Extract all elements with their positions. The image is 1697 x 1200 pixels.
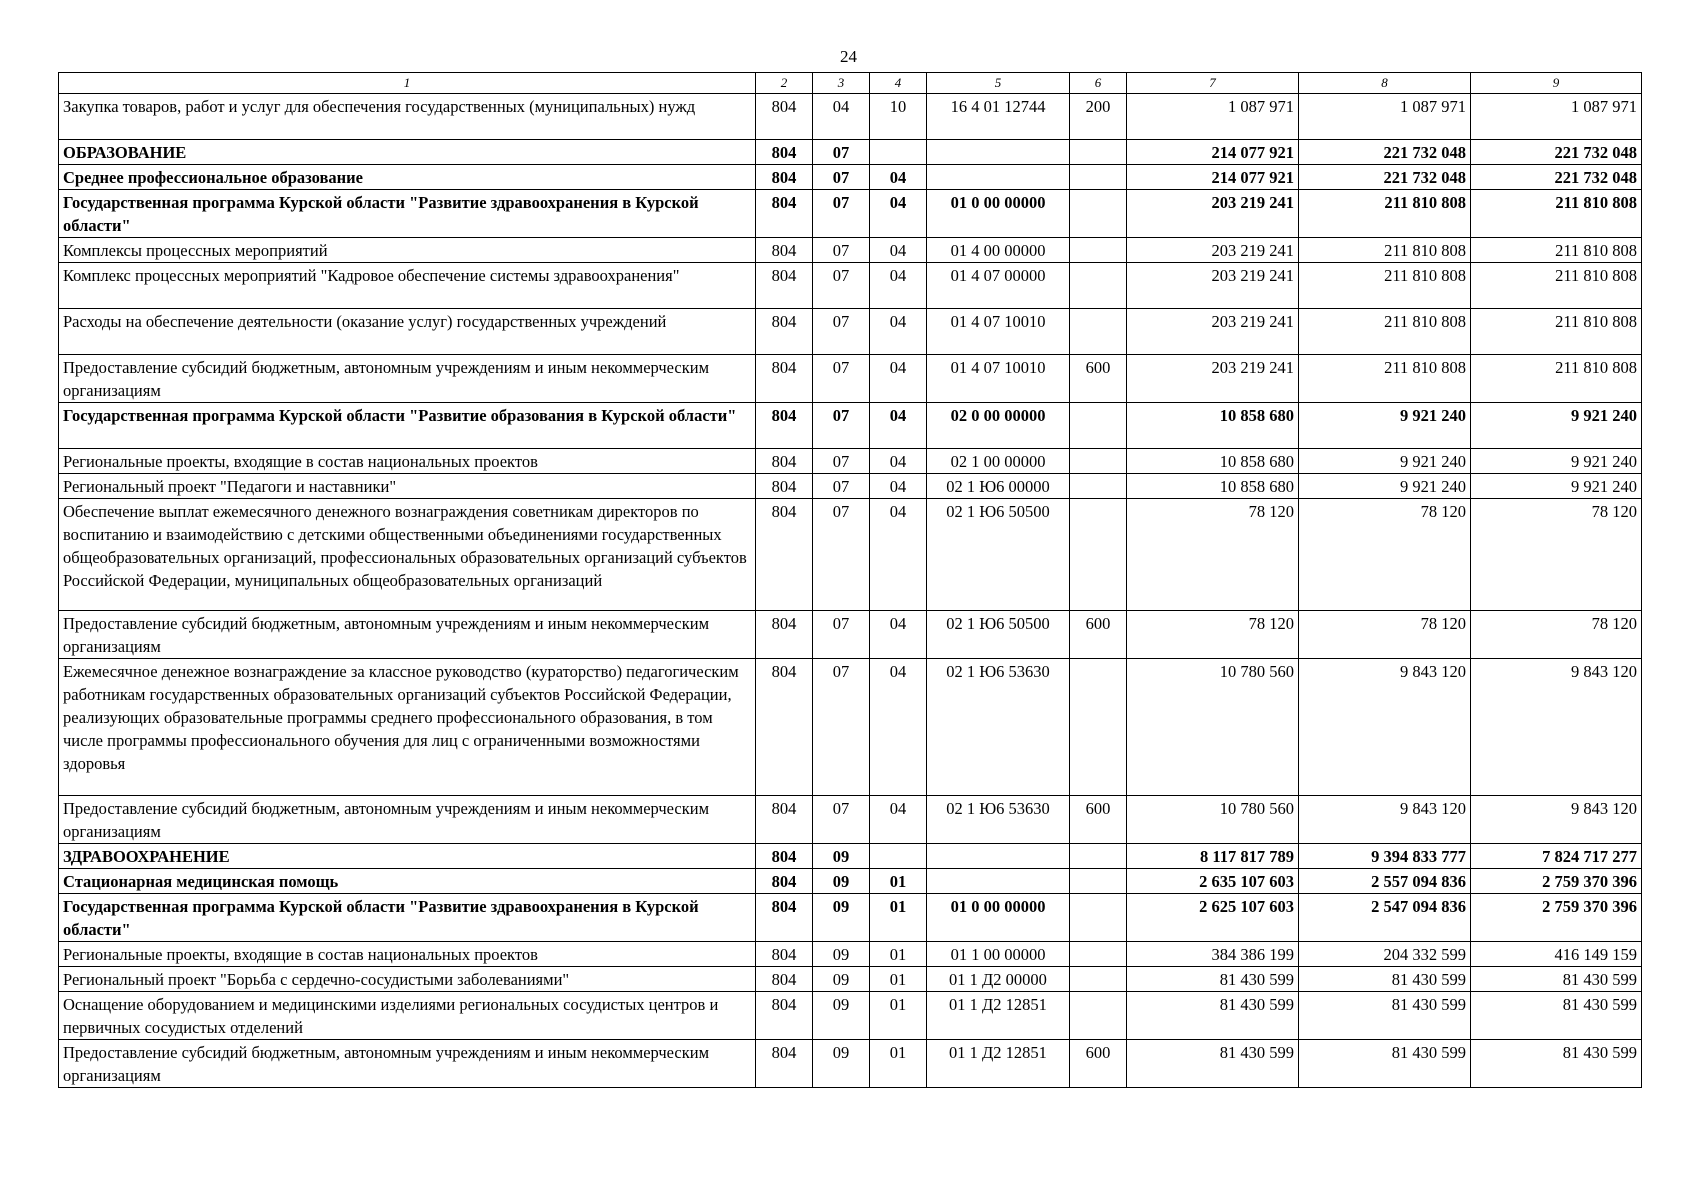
target-article-code: 01 4 07 10010 — [927, 355, 1070, 403]
subsection-code: 04 — [870, 499, 927, 611]
expense-type-code — [1070, 474, 1127, 499]
subsection-code: 04 — [870, 796, 927, 844]
column-header: 3 — [813, 73, 870, 94]
ministry-code: 804 — [756, 499, 813, 611]
section-code: 07 — [813, 659, 870, 796]
amount-col-8: 211 810 808 — [1299, 355, 1471, 403]
table-row — [59, 659, 1642, 796]
ministry-code: 804 — [756, 1040, 813, 1088]
amount-col-7: 81 430 599 — [1127, 1040, 1299, 1088]
ministry-code: 804 — [756, 355, 813, 403]
subsection-code: 01 — [870, 869, 927, 894]
expense-type-code — [1070, 942, 1127, 967]
expense-type-code — [1070, 844, 1127, 869]
ministry-code: 804 — [756, 992, 813, 1040]
amount-col-8: 9 921 240 — [1299, 474, 1471, 499]
subsection-code: 04 — [870, 449, 927, 474]
ministry-code: 804 — [756, 796, 813, 844]
table-row — [59, 942, 1642, 967]
amount-col-8: 9 843 120 — [1299, 796, 1471, 844]
amount-col-9: 1 087 971 — [1471, 94, 1642, 140]
amount-col-8: 211 810 808 — [1299, 190, 1471, 238]
expense-type-code — [1070, 238, 1127, 263]
amount-col-8: 9 921 240 — [1299, 449, 1471, 474]
table-row — [59, 309, 1642, 355]
amount-col-9: 9 921 240 — [1471, 449, 1642, 474]
subsection-code: 01 — [870, 967, 927, 992]
subsection-code: 01 — [870, 1040, 927, 1088]
amount-col-7: 384 386 199 — [1127, 942, 1299, 967]
amount-col-8: 2 557 094 836 — [1299, 869, 1471, 894]
item-name: Региональные проекты, входящие в состав национальных проектов — [59, 449, 756, 474]
item-name: ОБРАЗОВАНИЕ — [59, 140, 756, 165]
expense-type-code — [1070, 659, 1127, 796]
section-code: 07 — [813, 355, 870, 403]
amount-col-9: 78 120 — [1471, 611, 1642, 659]
target-article-code: 01 1 00 00000 — [927, 942, 1070, 967]
expense-type-code — [1070, 869, 1127, 894]
expense-type-code — [1070, 403, 1127, 449]
amount-col-8: 221 732 048 — [1299, 165, 1471, 190]
item-name: Ежемесячное денежное вознаграждение за классное руководство (кураторство) педагогическим работникам государственных образовательных организаций субъектов Российской Федерации, реализующих образовательные программы среднего профессионального образования, в том числе программы профессионального обучения для лиц с ограниченными возможностями здоровья — [59, 659, 756, 796]
amount-col-7: 10 858 680 — [1127, 474, 1299, 499]
amount-col-7: 78 120 — [1127, 611, 1299, 659]
section-code: 09 — [813, 1040, 870, 1088]
expense-type-code: 200 — [1070, 94, 1127, 140]
amount-col-9: 9 843 120 — [1471, 659, 1642, 796]
subsection-code: 04 — [870, 309, 927, 355]
subsection-code: 04 — [870, 263, 927, 309]
amount-col-8: 81 430 599 — [1299, 992, 1471, 1040]
section-code: 07 — [813, 796, 870, 844]
subsection-code — [870, 844, 927, 869]
section-code: 09 — [813, 992, 870, 1040]
amount-col-7: 10 780 560 — [1127, 796, 1299, 844]
amount-col-8: 211 810 808 — [1299, 309, 1471, 355]
table-row — [59, 1040, 1642, 1088]
item-name: Закупка товаров, работ и услуг для обеспечения государственных (муниципальных) нужд — [59, 94, 756, 140]
column-header: 6 — [1070, 73, 1127, 94]
subsection-code: 04 — [870, 659, 927, 796]
column-header: 1 — [59, 73, 756, 94]
table-row — [59, 992, 1642, 1040]
expense-type-code — [1070, 140, 1127, 165]
section-code: 07 — [813, 499, 870, 611]
amount-col-8: 9 394 833 777 — [1299, 844, 1471, 869]
target-article-code: 01 1 Д2 12851 — [927, 1040, 1070, 1088]
target-article-code: 02 1 00 00000 — [927, 449, 1070, 474]
expense-type-code — [1070, 165, 1127, 190]
amount-col-9: 221 732 048 — [1471, 165, 1642, 190]
ministry-code: 804 — [756, 967, 813, 992]
item-name: Государственная программа Курской области "Развитие здравоохранения в Курской области" — [59, 190, 756, 238]
amount-col-9: 7 824 717 277 — [1471, 844, 1642, 869]
section-code: 04 — [813, 94, 870, 140]
section-code: 07 — [813, 190, 870, 238]
target-article-code: 01 4 00 00000 — [927, 238, 1070, 263]
amount-col-9: 9 843 120 — [1471, 796, 1642, 844]
ministry-code: 804 — [756, 94, 813, 140]
table-body — [59, 94, 1642, 1088]
amount-col-9: 81 430 599 — [1471, 992, 1642, 1040]
subsection-code: 04 — [870, 238, 927, 263]
item-name: Региональные проекты, входящие в состав национальных проектов — [59, 942, 756, 967]
subsection-code — [870, 140, 927, 165]
table-row — [59, 844, 1642, 869]
amount-col-7: 214 077 921 — [1127, 140, 1299, 165]
amount-col-8: 9 921 240 — [1299, 403, 1471, 449]
amount-col-8: 204 332 599 — [1299, 942, 1471, 967]
expense-type-code — [1070, 967, 1127, 992]
table-row — [59, 140, 1642, 165]
section-code: 07 — [813, 403, 870, 449]
amount-col-9: 211 810 808 — [1471, 263, 1642, 309]
section-code: 07 — [813, 238, 870, 263]
expense-type-code — [1070, 449, 1127, 474]
section-code: 07 — [813, 140, 870, 165]
ministry-code: 804 — [756, 894, 813, 942]
amount-col-7: 203 219 241 — [1127, 238, 1299, 263]
item-name: Предоставление субсидий бюджетным, автономным учреждениям и иным некоммерческим организациям — [59, 1040, 756, 1088]
amount-col-7: 78 120 — [1127, 499, 1299, 611]
amount-col-8: 211 810 808 — [1299, 263, 1471, 309]
table-row — [59, 355, 1642, 403]
table-row — [59, 238, 1642, 263]
target-article-code — [927, 165, 1070, 190]
ministry-code: 804 — [756, 140, 813, 165]
section-code: 09 — [813, 844, 870, 869]
ministry-code: 804 — [756, 474, 813, 499]
table-row — [59, 869, 1642, 894]
target-article-code: 01 0 00 00000 — [927, 190, 1070, 238]
amount-col-8: 1 087 971 — [1299, 94, 1471, 140]
target-article-code: 01 1 Д2 00000 — [927, 967, 1070, 992]
target-article-code — [927, 869, 1070, 894]
table-row — [59, 796, 1642, 844]
ministry-code: 804 — [756, 659, 813, 796]
item-name: Предоставление субсидий бюджетным, автономным учреждениям и иным некоммерческим организациям — [59, 611, 756, 659]
amount-col-7: 1 087 971 — [1127, 94, 1299, 140]
column-header: 5 — [927, 73, 1070, 94]
amount-col-9: 78 120 — [1471, 499, 1642, 611]
table-row — [59, 474, 1642, 499]
amount-col-9: 9 921 240 — [1471, 403, 1642, 449]
target-article-code: 01 4 07 10010 — [927, 309, 1070, 355]
subsection-code: 10 — [870, 94, 927, 140]
item-name: Комплекс процессных мероприятий "Кадровое обеспечение системы здравоохранения" — [59, 263, 756, 309]
amount-col-7: 2 625 107 603 — [1127, 894, 1299, 942]
expense-type-code — [1070, 894, 1127, 942]
ministry-code: 804 — [756, 263, 813, 309]
amount-col-8: 78 120 — [1299, 611, 1471, 659]
amount-col-7: 203 219 241 — [1127, 190, 1299, 238]
amount-col-9: 221 732 048 — [1471, 140, 1642, 165]
column-header: 7 — [1127, 73, 1299, 94]
amount-col-9: 211 810 808 — [1471, 190, 1642, 238]
item-name: ЗДРАВООХРАНЕНИЕ — [59, 844, 756, 869]
item-name: Комплексы процессных мероприятий — [59, 238, 756, 263]
amount-col-9: 211 810 808 — [1471, 309, 1642, 355]
item-name: Расходы на обеспечение деятельности (оказание услуг) государственных учреждений — [59, 309, 756, 355]
subsection-code: 04 — [870, 403, 927, 449]
amount-col-7: 10 858 680 — [1127, 449, 1299, 474]
amount-col-9: 416 149 159 — [1471, 942, 1642, 967]
table-row — [59, 403, 1642, 449]
item-name: Стационарная медицинская помощь — [59, 869, 756, 894]
amount-col-7: 214 077 921 — [1127, 165, 1299, 190]
target-article-code: 02 1 Ю6 00000 — [927, 474, 1070, 499]
expense-type-code — [1070, 992, 1127, 1040]
section-code: 09 — [813, 894, 870, 942]
amount-col-7: 203 219 241 — [1127, 263, 1299, 309]
item-name: Оснащение оборудованием и медицинскими изделиями региональных сосудистых центров и первичных сосудистых отделений — [59, 992, 756, 1040]
amount-col-9: 2 759 370 396 — [1471, 869, 1642, 894]
subsection-code: 04 — [870, 611, 927, 659]
amount-col-9: 2 759 370 396 — [1471, 894, 1642, 942]
table-row — [59, 449, 1642, 474]
ministry-code: 804 — [756, 403, 813, 449]
target-article-code: 16 4 01 12744 — [927, 94, 1070, 140]
expense-type-code — [1070, 263, 1127, 309]
target-article-code: 02 1 Ю6 53630 — [927, 796, 1070, 844]
expense-type-code — [1070, 499, 1127, 611]
target-article-code: 02 1 Ю6 50500 — [927, 499, 1070, 611]
page-number: 24 — [840, 47, 857, 66]
item-name: Среднее профессиональное образование — [59, 165, 756, 190]
target-article-code: 01 4 07 00000 — [927, 263, 1070, 309]
amount-col-8: 211 810 808 — [1299, 238, 1471, 263]
amount-col-7: 10 858 680 — [1127, 403, 1299, 449]
expense-type-code: 600 — [1070, 1040, 1127, 1088]
expense-type-code — [1070, 190, 1127, 238]
amount-col-8: 9 843 120 — [1299, 659, 1471, 796]
table-row — [59, 94, 1642, 140]
target-article-code — [927, 140, 1070, 165]
amount-col-9: 211 810 808 — [1471, 355, 1642, 403]
target-article-code: 02 0 00 00000 — [927, 403, 1070, 449]
ministry-code: 804 — [756, 238, 813, 263]
target-article-code — [927, 844, 1070, 869]
amount-col-9: 9 921 240 — [1471, 474, 1642, 499]
amount-col-8: 81 430 599 — [1299, 1040, 1471, 1088]
amount-col-9: 81 430 599 — [1471, 1040, 1642, 1088]
amount-col-8: 81 430 599 — [1299, 967, 1471, 992]
amount-col-8: 221 732 048 — [1299, 140, 1471, 165]
table-row — [59, 611, 1642, 659]
subsection-code: 01 — [870, 992, 927, 1040]
column-header: 8 — [1299, 73, 1471, 94]
ministry-code: 804 — [756, 611, 813, 659]
amount-col-7: 203 219 241 — [1127, 309, 1299, 355]
table-row — [59, 263, 1642, 309]
subsection-code: 04 — [870, 165, 927, 190]
item-name: Предоставление субсидий бюджетным, автономным учреждениям и иным некоммерческим организациям — [59, 796, 756, 844]
ministry-code: 804 — [756, 844, 813, 869]
item-name: Обеспечение выплат ежемесячного денежного вознаграждения советникам директоров по воспитанию и взаимодействию с детскими общественными объединениями государственных общеобразовательных организаций, профессиональных образовательных организаций субъектов Российской Федерации, муниципальных общеобразовательных организаций — [59, 499, 756, 611]
section-code: 07 — [813, 165, 870, 190]
subsection-code: 01 — [870, 942, 927, 967]
ministry-code: 804 — [756, 449, 813, 474]
table-row — [59, 967, 1642, 992]
ministry-code: 804 — [756, 869, 813, 894]
section-code: 07 — [813, 474, 870, 499]
expense-type-code — [1070, 309, 1127, 355]
amount-col-7: 8 117 817 789 — [1127, 844, 1299, 869]
column-number-row — [59, 73, 1642, 94]
subsection-code: 04 — [870, 190, 927, 238]
amount-col-9: 211 810 808 — [1471, 238, 1642, 263]
amount-col-7: 203 219 241 — [1127, 355, 1299, 403]
section-code: 07 — [813, 611, 870, 659]
item-name: Региональный проект "Педагоги и наставники" — [59, 474, 756, 499]
expense-type-code: 600 — [1070, 611, 1127, 659]
budget-table — [58, 72, 1642, 1088]
column-header: 2 — [756, 73, 813, 94]
target-article-code: 01 1 Д2 12851 — [927, 992, 1070, 1040]
subsection-code: 01 — [870, 894, 927, 942]
item-name: Предоставление субсидий бюджетным, автономным учреждениям и иным некоммерческим организациям — [59, 355, 756, 403]
target-article-code: 02 1 Ю6 53630 — [927, 659, 1070, 796]
table-row — [59, 894, 1642, 942]
table-row — [59, 499, 1642, 611]
column-header: 4 — [870, 73, 927, 94]
expense-type-code: 600 — [1070, 355, 1127, 403]
target-article-code: 02 1 Ю6 50500 — [927, 611, 1070, 659]
item-name: Государственная программа Курской области "Развитие образования в Курской области" — [59, 403, 756, 449]
amount-col-7: 81 430 599 — [1127, 967, 1299, 992]
ministry-code: 804 — [756, 190, 813, 238]
table-row — [59, 190, 1642, 238]
subsection-code: 04 — [870, 355, 927, 403]
item-name: Региональный проект "Борьба с сердечно-сосудистыми заболеваниями" — [59, 967, 756, 992]
ministry-code: 804 — [756, 309, 813, 355]
section-code: 07 — [813, 449, 870, 474]
section-code: 09 — [813, 869, 870, 894]
section-code: 09 — [813, 942, 870, 967]
column-header: 9 — [1471, 73, 1642, 94]
ministry-code: 804 — [756, 942, 813, 967]
amount-col-7: 10 780 560 — [1127, 659, 1299, 796]
table-row — [59, 165, 1642, 190]
amount-col-7: 81 430 599 — [1127, 992, 1299, 1040]
section-code: 09 — [813, 967, 870, 992]
item-name: Государственная программа Курской области "Развитие здравоохранения в Курской области" — [59, 894, 756, 942]
section-code: 07 — [813, 309, 870, 355]
ministry-code: 804 — [756, 165, 813, 190]
expense-type-code: 600 — [1070, 796, 1127, 844]
amount-col-8: 78 120 — [1299, 499, 1471, 611]
amount-col-9: 81 430 599 — [1471, 967, 1642, 992]
subsection-code: 04 — [870, 474, 927, 499]
section-code: 07 — [813, 263, 870, 309]
amount-col-7: 2 635 107 603 — [1127, 869, 1299, 894]
target-article-code: 01 0 00 00000 — [927, 894, 1070, 942]
amount-col-8: 2 547 094 836 — [1299, 894, 1471, 942]
